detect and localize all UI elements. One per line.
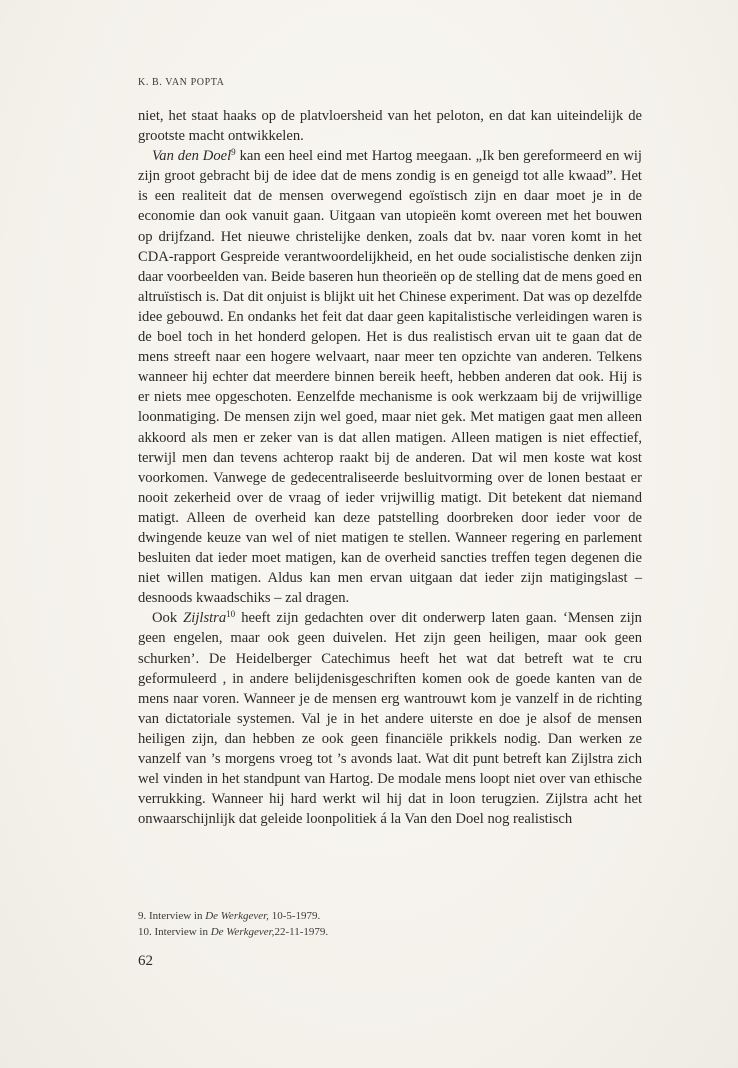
- paragraph-2: [138, 146, 642, 608]
- paragraph-1: niet, het staat haaks op de platvloersheid van het peloton, en dat kan uiteindelijk de grootste macht ontwikkelen.: [138, 108, 642, 145]
- page-number: 62: [138, 953, 153, 969]
- person-name-zijlstra: Zijlstra: [183, 610, 227, 627]
- footnote-ref-10: 10: [226, 609, 236, 620]
- footnote-date: 22-11-1979.: [274, 925, 329, 938]
- footnote-prefix: 9. Interview in: [138, 910, 206, 922]
- footnote-date: 10-5-1979.: [268, 910, 321, 922]
- footnotes: [138, 909, 642, 940]
- footnote-ref-9: 9: [231, 147, 236, 158]
- paragraph-3-text: heeft zijn gedachten over dit onderwerp laten gaan. ‘Mensen zijn geen engelen, maar ook geen duivelen. Het zijn geen heiligen, maar ook geen schurken’. De Heidelberger Catechimus heeft het wat dat betreft wat te cru geformuleerd , in andere belijdenisgeschriften komen ook de goede kanten van de mens naar voren. Wanneer je de mensen erg wantrouwt kom je vanzelf in de richting van dictatoriale systemen. Val je in het andere uiterste en doe je alsof de mensen heiligen zijn, dan hebben ze ook geen financiële prikkels nodig. Dan werken ze vanzelf van ’s morgens vroeg tot ’s avonds laat. Wat dit punt betreft kan Zijlstra zich wel vinden in het standpunt van Hartog. De modale mens loopt niet over van ethische verrukking. Wanneer hij hard werkt wil hij dat in loon terugzien. Zijlstra acht het onwaarschijnlijk dat geleide loonpolitiek á la Van den Doel nog realistisch: [138, 610, 642, 828]
- footnote-source: De Werkgever,: [205, 910, 269, 922]
- footnote-9: [138, 909, 642, 925]
- body-text: [138, 106, 642, 829]
- footnote-10: [138, 925, 642, 941]
- footnote-source: De Werkgever,: [210, 925, 275, 938]
- paragraph-3: [138, 608, 642, 829]
- footnote-prefix: 10. Interview in: [138, 925, 211, 938]
- person-name-van-den-doel: Van den Doel: [152, 148, 232, 165]
- paragraph-3-lead: Ook: [152, 610, 184, 627]
- running-head: K. B. VAN POPTA: [138, 77, 225, 88]
- paragraph-2-text: kan een heel eind met Hartog meegaan. „Ik ben gereformeerd en wij zijn groot gebracht bij de idee dat de mens zondig is en geneigd tot alle kwaad”. Het is een realiteit dat de mensen overwegend egoïstisch zijn en daar moet je in de economie dan ook vanuit gaan. Uitgaan van utopieën komt overeen met het bouwen op drijfzand. Het nieuwe christelijke denken, zoals dat bv. naar voren komt in het CDA-rapport Gespreide verantwoordelijkheid, en het oude socialistische denken zijn daar voorbeelden van. Beide baseren hun theorieën op de stelling dat de mens goed en altruïstisch is. Dat dit onjuist is blijkt uit het Chinese experiment. Dat was op dezelfde idee gebouwd. En ondanks het feit dat daar geen kapitalistische verleidingen waren is de boel toch in het honderd gelopen. Het is dus realistisch ervan uit te gaan dat de mens streeft naar een hogere welvaart, naar meer ten opzichte van anderen. Telkens wanneer hij echter dat meerdere binnen bereik heeft, hebben anderen dat ook. Hij is er niets mee opgeschoten. Eenzelfde mechanisme is ook werkzaam bij de vrijwillige loonmatiging. De mensen zijn wel goed, maar niet gek. Met matigen gaat men alleen akkoord als men er zeker van is dat allen matigen. Alleen matigen is niet effectief, terwijl men dan tevens achterop raakt bij de anderen. Dat wil men koste wat kost voorkomen. Vanwege de gedecentraliseerde besluitvorming over de lonen bestaat er nooit zekerheid over de vraag of ieder vrijwillig matigt. Dit betekent dat niemand matigt. Alleen de overheid kan deze patstelling doorbreken door ieder voor de dwingende keuze van wel of niet matigen te stellen. Wanneer regering en parlement besluiten dat ieder moet matigen, kan de overheid sancties treffen tegen degenen die niet willen matigen. Aldus kan men ervan uitgaan dat ieder zijn matigingslast – desnoods kwaadschiks – zal dragen.: [138, 148, 642, 607]
